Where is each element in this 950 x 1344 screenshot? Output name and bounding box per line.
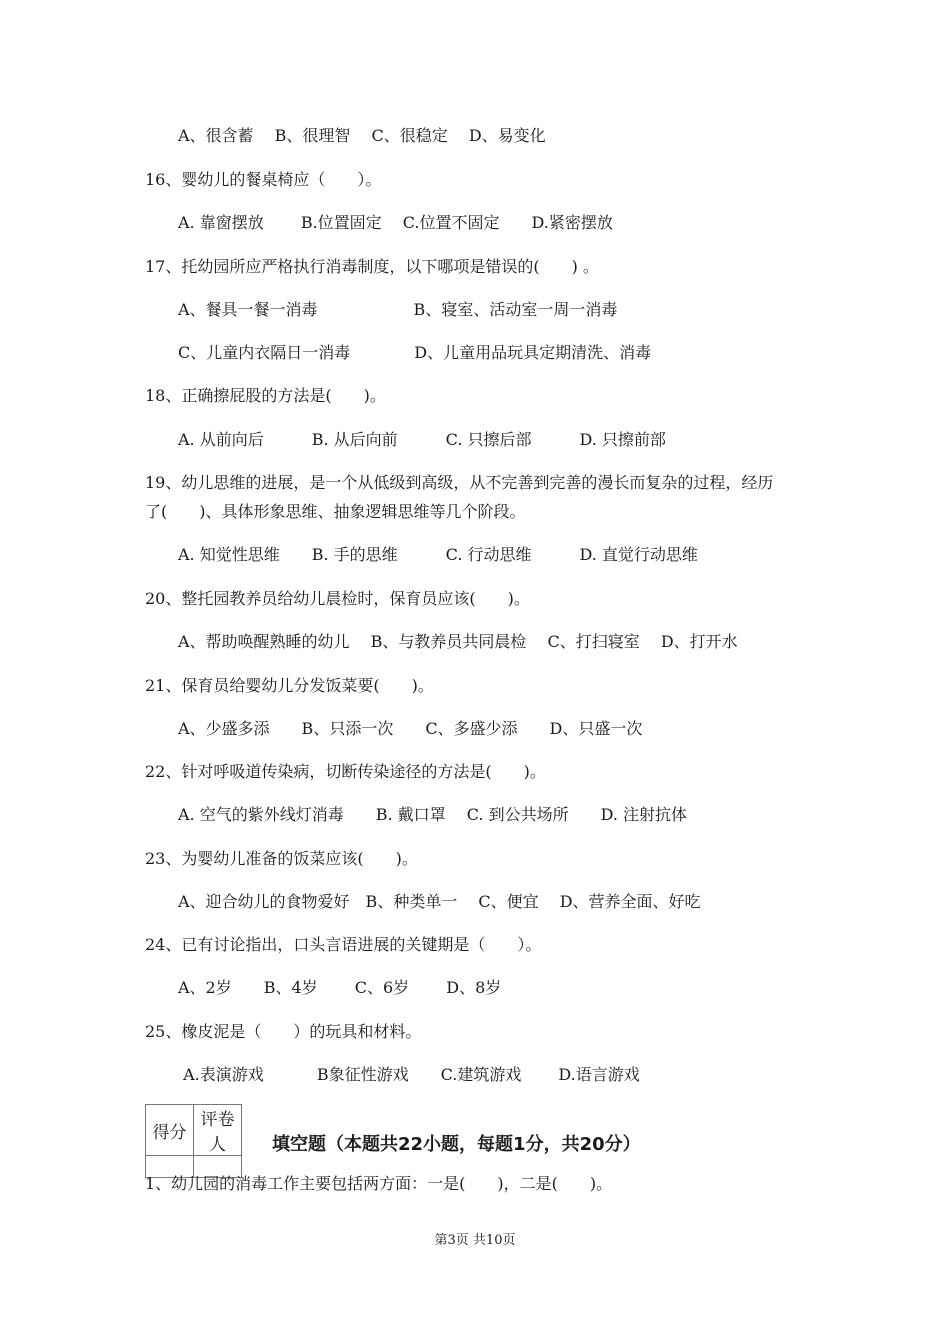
answer-options: A. 靠窗摆放 B.位置固定 C.位置不固定 D.紧密摆放: [178, 213, 613, 232]
question-text: 23、为婴幼儿准备的饭菜应该( )。: [145, 849, 418, 868]
section-title: 填空题（本题共22小题，每题1分，共20分）: [272, 1134, 641, 1155]
question-text: 18、正确擦屁股的方法是( )。: [145, 386, 386, 405]
answer-options: A、2岁 B、4岁 C、6岁 D、8岁: [178, 978, 502, 997]
answer-options: A、少盛多添 B、只添一次 C、多盛少添 D、只盛一次: [178, 719, 643, 738]
fill-question-1: 1、幼儿园的消毒工作主要包括两方面：一是( )，二是( )。: [145, 1174, 613, 1193]
answer-options: A、帮助唤醒熟睡的幼儿 B、与教养员共同晨检 C、打扫寝室 D、打开水: [178, 632, 738, 651]
question-text: 了( )、具体形象思维、抽象逻辑思维等几个阶段。: [145, 502, 526, 521]
question-text: 21、保育员给婴幼儿分发饭菜要( )。: [145, 676, 434, 695]
answer-options: A、餐具一餐一消毒 B、寝室、活动室一周一消毒: [178, 300, 618, 319]
question-text: 17、托幼园所应严格执行消毒制度，以下哪项是错误的( ) 。: [145, 257, 599, 276]
question-text: 24、已有讨论指出，口头言语进展的关键期是（ ）。: [145, 935, 542, 954]
page-footer: 第3页 共10页: [434, 1233, 516, 1248]
answer-options: A、很含蓄 B、很理智 C、很稳定 D、易变化: [178, 126, 546, 145]
question-text: 22、针对呼吸道传染病，切断传染途径的方法是( )。: [145, 762, 546, 781]
reviewer-label: 评卷人: [194, 1105, 242, 1156]
question-text: 25、橡皮泥是（ ）的玩具和材料。: [145, 1022, 422, 1041]
question-text: 16、婴幼儿的餐桌椅应（ ）。: [145, 170, 382, 189]
answer-options: A、迎合幼儿的食物爱好 B、种类单一 C、便宜 D、营养全面、好吃: [178, 892, 701, 911]
score-label: 得分: [146, 1105, 194, 1156]
question-text: 19、幼儿思维的进展，是一个从低级到高级，从不完善到完善的漫长而复杂的过程，经历: [145, 473, 774, 492]
answer-options: A. 空气的紫外线灯消毒 B. 戴口罩 C. 到公共场所 D. 注射抗体: [178, 805, 688, 824]
answer-options: A. 从前向后 B. 从后向前 C. 只擦后部 D. 只擦前部: [178, 430, 666, 449]
answer-options: C、儿童内衣隔日一消毒 D、儿童用品玩具定期清洗、消毒: [178, 343, 652, 362]
answer-options: A.表演游戏 B象征性游戏 C.建筑游戏 D.语言游戏: [178, 1065, 640, 1084]
score-box: [145, 1104, 242, 1178]
answer-options: A. 知觉性思维 B. 手的思维 C. 行动思维 D. 直觉行动思维: [178, 545, 698, 564]
question-text: 20、整托园教养员给幼儿晨检时，保育员应该( )。: [145, 589, 530, 608]
